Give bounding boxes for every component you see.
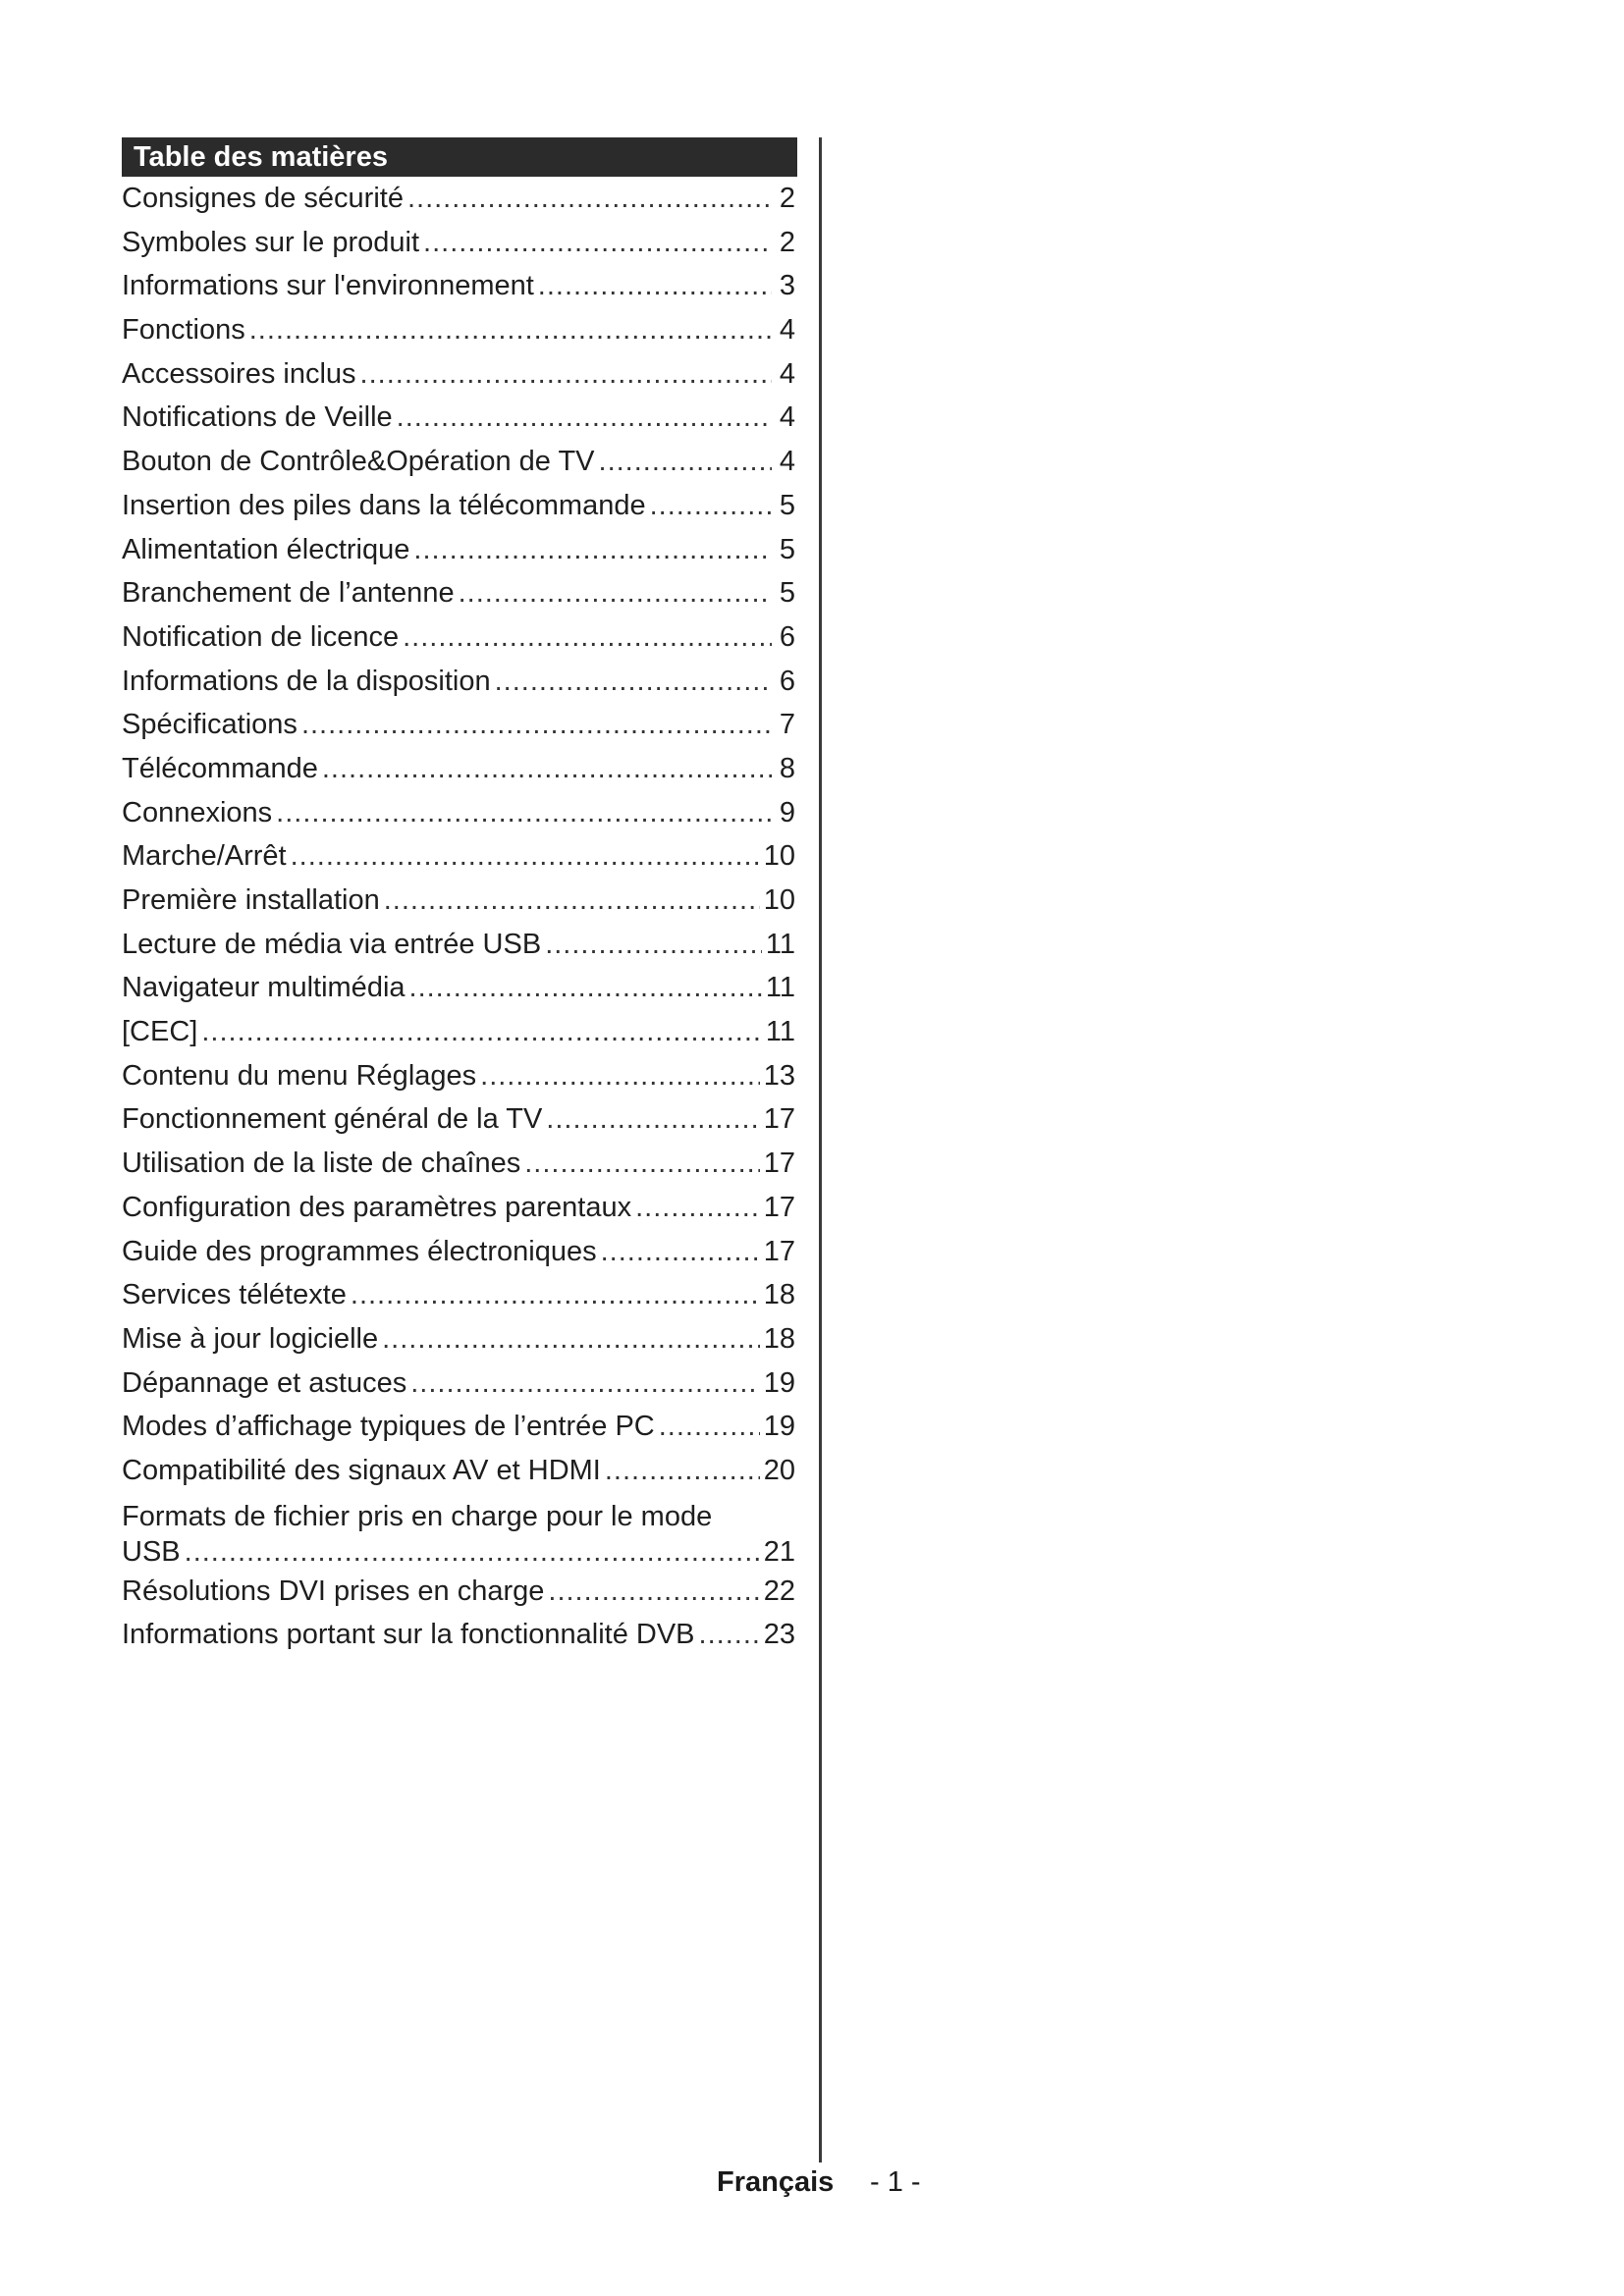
toc-entry[interactable]	[122, 1405, 795, 1449]
toc-entry-title: Alimentation électrique	[122, 533, 410, 565]
toc-entry-page: 21	[763, 1535, 795, 1568]
toc-entry-title: Notifications de Veille	[122, 401, 393, 434]
toc-entry-title-continued: USB	[122, 1535, 181, 1568]
toc-entry-title: Télécommande	[122, 752, 318, 784]
toc-entry[interactable]	[122, 484, 795, 528]
toc-entry-title: Spécifications	[122, 709, 298, 741]
toc-entry-title: Bouton de Contrôle&Opération de TV	[122, 446, 595, 478]
toc-entry[interactable]	[122, 791, 795, 835]
column-divider	[819, 137, 822, 2163]
dot-leader	[599, 440, 772, 484]
dot-leader	[407, 177, 772, 221]
toc-entry-page: 3	[779, 270, 795, 302]
dot-leader	[397, 396, 772, 440]
toc-entry-page: 6	[779, 665, 795, 697]
toc-entry-title: Navigateur multimédia	[122, 972, 406, 1004]
dot-leader	[301, 703, 772, 747]
toc-entry-page: 18	[763, 1279, 795, 1311]
toc-entry-title: Contenu du menu Réglages	[122, 1059, 477, 1092]
toc-entry[interactable]	[122, 660, 795, 704]
toc-entry-title: Insertion des piles dans la télécommande	[122, 489, 646, 521]
toc-entry[interactable]	[122, 1362, 795, 1406]
toc-entry-page: 10	[763, 840, 795, 873]
toc-entry-page: 23	[763, 1619, 795, 1651]
toc-entry-page: 11	[765, 928, 795, 960]
dot-leader	[201, 1010, 762, 1054]
toc-entry-title: Fonctionnement général de la TV	[122, 1103, 543, 1136]
toc-entry[interactable]	[122, 1097, 795, 1142]
toc-entry[interactable]	[122, 615, 795, 660]
toc-list	[122, 177, 795, 1657]
dot-leader	[384, 879, 760, 923]
toc-entry-title: Informations sur l'environnement	[122, 270, 534, 302]
toc-entry-page: 5	[779, 577, 795, 610]
toc-entry-page: 22	[763, 1575, 795, 1607]
toc-entry-page: 7	[779, 709, 795, 741]
toc-entry[interactable]	[122, 1493, 795, 1570]
toc-entry[interactable]	[122, 1230, 795, 1274]
toc-entry[interactable]	[122, 1317, 795, 1362]
toc-entry-title: Dépannage et astuces	[122, 1366, 407, 1399]
toc-entry-page: 4	[779, 446, 795, 478]
toc-entry-title: Modes d’affichage typiques de l’entrée PC	[122, 1411, 655, 1443]
toc-entry[interactable]	[122, 177, 795, 221]
toc-entry-page: 17	[763, 1191, 795, 1223]
dot-leader	[459, 571, 772, 615]
toc-entry-title: Fonctions	[122, 314, 245, 347]
toc-entry-title: Branchement de l’antenne	[122, 577, 455, 610]
dot-leader	[322, 747, 772, 791]
toc-entry-title: Symboles sur le produit	[122, 226, 420, 258]
dot-leader	[413, 528, 772, 572]
dot-leader	[360, 352, 772, 397]
toc-entry[interactable]	[122, 1186, 795, 1230]
toc-entry-title: Connexions	[122, 796, 273, 828]
dot-leader	[382, 1317, 760, 1362]
toc-entry-page: 8	[779, 752, 795, 784]
toc-entry-page: 5	[779, 533, 795, 565]
dot-leader	[659, 1405, 760, 1449]
toc-entry-title: Utilisation de la liste de chaînes	[122, 1148, 521, 1180]
dot-leader	[410, 1362, 760, 1406]
toc-entry-page: 11	[765, 1016, 795, 1048]
dot-leader	[185, 1534, 760, 1570]
dot-leader	[495, 660, 772, 704]
toc-entry-title: Formats de fichier pris en charge pour le mode	[122, 1500, 713, 1532]
dot-leader	[635, 1186, 760, 1230]
footer-page-number: - 1 -	[870, 2166, 921, 2198]
toc-entry-title: Accessoires inclus	[122, 357, 356, 390]
toc-entry-title: Consignes de sécurité	[122, 183, 404, 214]
toc-entry-page: 4	[779, 314, 795, 347]
toc-entry[interactable]	[122, 703, 795, 747]
toc-entry-title: [CEC]	[122, 1016, 198, 1048]
toc-entry[interactable]	[122, 571, 795, 615]
dot-leader	[409, 966, 762, 1010]
toc-entry[interactable]	[122, 264, 795, 308]
dot-leader	[546, 1097, 759, 1142]
toc-entry-title: Informations de la disposition	[122, 665, 491, 697]
toc-entry[interactable]	[122, 834, 795, 879]
toc-entry[interactable]	[122, 1613, 795, 1657]
toc-entry-title: Marche/Arrêt	[122, 840, 287, 873]
toc-entry[interactable]	[122, 1273, 795, 1317]
dot-leader	[249, 308, 772, 352]
toc-entry-page: 4	[779, 357, 795, 390]
toc-heading: Table des matières	[122, 137, 797, 177]
dot-leader	[650, 484, 772, 528]
toc-entry[interactable]	[122, 396, 795, 440]
dot-leader	[291, 834, 760, 879]
dot-leader	[699, 1613, 760, 1657]
toc-entry[interactable]	[122, 1570, 795, 1614]
toc-entry[interactable]	[122, 879, 795, 923]
toc-entry[interactable]	[122, 1142, 795, 1186]
toc-entry-page: 2	[779, 226, 795, 258]
dot-leader	[548, 1570, 759, 1614]
toc-entry[interactable]	[122, 1054, 795, 1098]
toc-entry[interactable]	[122, 440, 795, 484]
toc-entry-page: 18	[763, 1322, 795, 1355]
toc-entry[interactable]	[122, 221, 795, 265]
toc-entry-title: Lecture de média via entrée USB	[122, 928, 542, 960]
toc-entry-page: 13	[763, 1059, 795, 1092]
toc-entry[interactable]	[122, 747, 795, 791]
toc-entry[interactable]	[122, 966, 795, 1010]
dot-leader	[605, 1449, 760, 1493]
toc-entry-title: Mise à jour logicielle	[122, 1322, 379, 1355]
toc-entry[interactable]	[122, 923, 795, 967]
toc-entry-page: 9	[779, 796, 795, 828]
toc-entry-page: 6	[779, 620, 795, 653]
toc-entry-page: 20	[763, 1454, 795, 1486]
toc-entry-page: 5	[779, 489, 795, 521]
toc-entry-page: 2	[779, 183, 795, 214]
toc-entry[interactable]	[122, 308, 795, 352]
toc-entry-title: Première installation	[122, 884, 380, 916]
toc-entry-title: Informations portant sur la fonctionnalité DVB	[122, 1619, 695, 1651]
dot-leader	[601, 1230, 760, 1274]
toc-entry[interactable]	[122, 352, 795, 397]
toc-entry-page: 17	[763, 1148, 795, 1180]
dot-leader	[545, 923, 762, 967]
dot-leader	[403, 615, 772, 660]
toc-entry-page: 19	[763, 1411, 795, 1443]
footer-language: Français	[717, 2166, 835, 2198]
toc-entry-page: 10	[763, 884, 795, 916]
toc-entry-page: 11	[765, 972, 795, 1004]
toc-entry-page: 19	[763, 1366, 795, 1399]
dot-leader	[538, 264, 772, 308]
dot-leader	[276, 791, 772, 835]
toc-entry-title: Services télétexte	[122, 1279, 347, 1311]
toc-entry-page: 17	[763, 1235, 795, 1267]
toc-entry-title: Notification de licence	[122, 620, 400, 653]
toc-entry[interactable]	[122, 1449, 795, 1493]
dot-leader	[351, 1273, 760, 1317]
toc-entry-page: 4	[779, 401, 795, 434]
toc-entry-title: Résolutions DVI prises en charge	[122, 1575, 545, 1607]
toc-entry[interactable]	[122, 528, 795, 572]
dot-leader	[480, 1054, 760, 1098]
toc-entry-page: 17	[763, 1103, 795, 1136]
toc-entry-title: Guide des programmes électroniques	[122, 1235, 597, 1267]
toc-entry-title: Compatibilité des signaux AV et HDMI	[122, 1454, 601, 1486]
dot-leader	[524, 1142, 760, 1186]
dot-leader	[423, 221, 772, 265]
toc-entry-title: Configuration des paramètres parentaux	[122, 1191, 632, 1223]
toc-entry[interactable]	[122, 1010, 795, 1054]
